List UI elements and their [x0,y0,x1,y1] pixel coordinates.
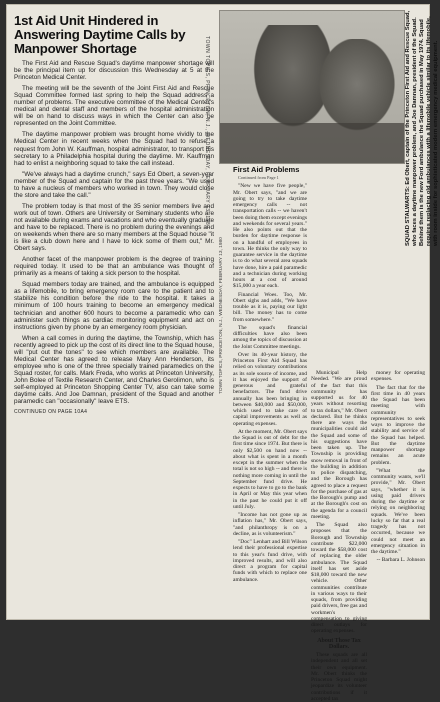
newspaper-clipping-page [6,4,439,702]
dateline-vertical [202,36,212,466]
article-paragraph: Another facet of the manpower problem is the degree of training required today. It used to be that an ambulance was thought of primarily as a means of taking a sick person to the hospital. [14,256,214,278]
article-headline: 1st Aid Unit Hindered in Answering Daytime Calls by Manpower Shortage [14,13,186,56]
continued-from-note: Continued from Page 1 [238,175,279,180]
article-paragraph: The daytime manpower problem was brought home vividly to the Medical Center in recent weeks when the Squad had to refuse a request from John W. Kauffman, hospital administrator, to transport his secretary to a Philadelphia hospital during the daytime. Mr. Kauffman had to enlist a neighboring squad to take the call instead. [14,131,214,167]
article-paragraph: "We've always had a daytime crunch," says Ed Obert, a seven-year member of the Squad and captain for the past three years. "We used to have a nucleus of members who worked in town. They would close the store and take the call." [14,170,214,199]
article-paragraph: The problem today is that most of the 35 senior members live and work out of town. Others are University or Seminary students who are not available during exams and vacations and who eventually graduate and have to be replaced. There is no problem during the evenings and on weekends when there are so many members at the Squad house "it is like a club down here and I have to kick some of them out," Mr. Obert says. [14,202,214,253]
side-label [219,164,231,394]
dateline-text: TOWN TOPICS, PRINCETON, N.J., WEDNESDAY, FEBRUARY 13, 1980 [204,36,210,229]
photo-shadow [220,123,404,163]
continued-note: CONTINUED ON PAGE 10A4 [14,409,88,416]
column-paragraph: The fact that for the first time in 40 years the Squad has been meeting with community representatives to seek ways to improve the stability and service of the Squad has helped. But the daytime manpower shortage remains an acute problem. [371,384,425,466]
photo-caption [405,10,439,246]
column-paragraph: Municipal Help Needed. "We are proud of the fact that this community has supported us for 40 years without resorting to tax dollars," Mr. Obert declared. But he thinks there are ways the municipalities could aid the Squad and some of his suggestions have been taken up. The Township is providing snow removal in front of the building in addition to police dispatching, and the Borough has agreed to place a request for the purchase of gas at the Borough's pump and at the Borough's cost on the agenda for a council meeting. [311,370,367,520]
article-paragraph: When a call comes in during the daytime, the Township, which has recently agreed to pick up the cost of its direct line to the Squad house, will "put out the tones" to see which members are available. The Medical Center has agreed to release Mary Ann Henderson, its employee who is one of the three specially trained paramedics on the Squad roster, for calls. Mark Freda, who works at Princeton University, John Bolee of Textile Research Center, and Charles Gerolimon, who is self-employed at Princeton Shopping Center TV, also can take some daytime calls. And Joe Damnan, president of the Squad and another paramedic can "occasionally" leave ETS. [14,334,214,406]
article-column-3 [311,370,367,702]
column-subhead: About Those Tax Dollars. [317,637,361,650]
column-paragraph: Over its 40-year history, the Princeton First Aid Squad has relied on voluntary contributions as its sole source of income, and it has enjoyed the support of generous and grateful benefactors. The fund drive annually has been bringing in between $40,000 and $50,000, which used to take care of capital improvements as well as operating expenses. [233,351,307,427]
column-paragraph: The Squad also proposes that the Borough and Township contribute $22,000 toward the $58,000 cost of replacing the older ambulance. The Squad itself has set aside $18,000 toward the new vehicle. Other communities contribute in various ways to their squads, from providing paid drivers, free gas and workmen's compensation to giving direct outlays for operating expenses. [311,522,367,635]
side-label-text: TOWN TOPICS, PRINCETON, N.J., WEDNESDAY, FEBRUARY 13, 1980 [219,237,224,394]
article-paragraph: The First Aid and Rescue Squad's daytime manpower shortage will be the principal item up for discussion this Wednesday at 5 at the Princeton Medical Center. [14,60,214,82]
column-paragraph: money for operating expenses. [371,370,425,383]
column-paragraph: Financial Woes. Too, Mr. Obert sighs and adds, "We have trouble as it is, paying our light bill. The money has to come from somewhere." [233,291,307,323]
ambulance-photo [219,10,405,164]
column-paragraph: At the moment, Mr. Obert says the Squad is out of debt for the first time since 1974. But there is only $2,500 on hand now -- about what is spent in a month except in the summer when the total is not so high -- and there is nothing more coming in until the September fund drive. He expects to have to go to the bank in April or May this year when in the past he could put it off until July. [233,428,307,510]
column-paragraph: "New we have five people," Mr. Obert says, "and we are going to try to take daytime emergency calls -- not transportation calls -- we haven't been doing them except evenings and weekends for several years." He also points out that the burden for daytime response is on a handful of employees in town. He thinks the only way to guarantee service in the daytime is to do what several area squads have done, hire a paid paramedic and a technician during working hours at a cost of around $15,000 a year each. [233,183,307,290]
column-paragraph: "Doc" Lenhart and Bill Wilson lend their professional expertise to this year's fund drive, with improved results, and will also direct a program for capital funds with which to replace one ambulance. [233,539,307,583]
column-paragraph: "What the community wants, we'll provide," Mr. Obert says, "whether it is using paid drivers during the daytime or relying on neighboring squads. We've been lucky so far that a real tragedy has not occurred, because we could not meet an emergency situation in the daytime." [371,467,425,555]
column-paragraph: "Income has not gone up as inflation has," Mr. Obert says, "and philanthropy is on a decline, as is volunteerism." [233,512,307,537]
right-clipping [219,10,439,702]
article-paragraph: The meeting will be the seventh of the Joint First Aid and Rescue Squad Committee formed last spring to help the Squad address a number of problems. The executive committee of the Medical Center's medical and dental staff and members of the hospital administration will be on hand to discuss ways in which the Center can also be represented on the Joint Committee. [14,85,214,128]
article-column-2 [233,166,307,614]
article-column-4 [371,370,425,614]
column-paragraph: The squad's financial difficulties have also been among the topics of discussion at the Joint Committee meetings. [233,324,307,350]
photo-caption-text: SQUAD STALWARTS: Ed Obert, captain of the Princeton First Aid and Rescue Squad, who faces a daytime manpower problem, and Joe Damnan, president of the Squad. Behind them is the new Ford ambulance the Squad purchased in May 1974. Squad requires replacing old ambulances with a lifemobile vehicle similar to its lifemobile, with room inside for sophisticated modern emergency medical equipment. [405,10,439,246]
left-article [10,8,216,614]
article-paragraph: Squad members today are trained, and the ambulance is equipped as a lifemobile, to bring emergency room care to the patient and to stabilize his condition before the ride to the hospital. It takes a minimum of 100 hours training to become an emergency medical technician and another 600 hours to become a paramedic who can administer such things as cardiac monitoring equipment and act on instructions given by phone by an emergency room physician. [14,281,214,331]
column-title: First Aid Problems [233,165,300,174]
column-paragraph: These squads are all independent and all set their own equipment. Mr. Obert thinks the Princeton Squad might jeopardize its volunteer contributions if it accepted tax [311,652,367,702]
byline: -- Barbara L. Johnson [376,557,425,564]
